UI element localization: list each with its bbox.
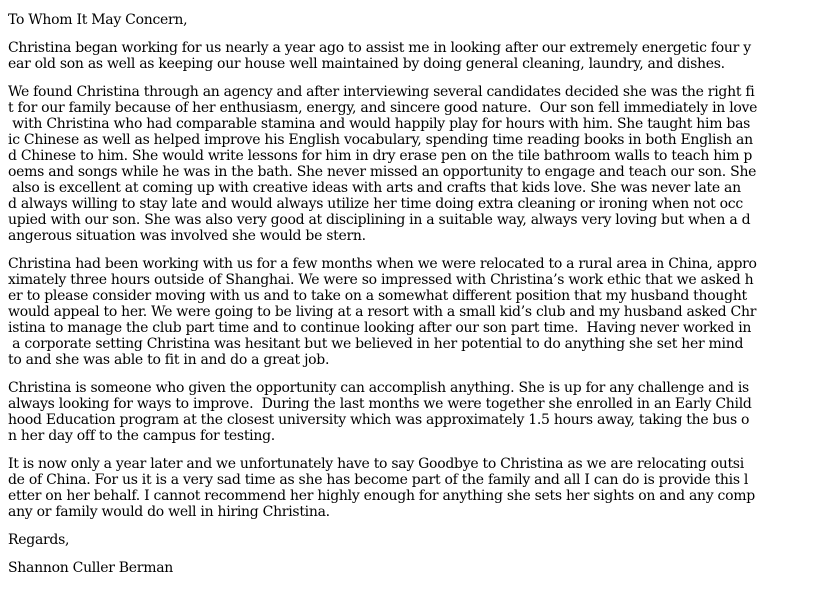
paragraph-growth	[8, 380, 834, 444]
paragraph-line: We found Christina through an agency and after interviewing several candidates decided she was the right fi	[8, 84, 755, 100]
paragraph-agency	[8, 84, 834, 244]
paragraph-line: Christina began working for us nearly a year ago to assist me in looking after our extremely energetic four y	[8, 40, 751, 56]
paragraph-line: always looking for ways to improve. During the last months we were together she enrolled in an Early Child	[8, 396, 752, 412]
paragraph-line: to and she was able to fit in and do a great job.	[8, 352, 330, 368]
paragraph-line: any or family would do well in hiring Christina.	[8, 504, 330, 520]
closing: Regards,	[8, 532, 70, 548]
paragraph-line: ic Chinese as well as helped improve his English vocabulary, spending time reading books in both English an	[8, 132, 753, 148]
paragraph-line: de of China. For us it is a very sad time as she has become part of the family and all I can do is provide this l	[8, 472, 749, 488]
paragraph-line: er to please consider moving with us and to take on a somewhat different position that my husband thought	[8, 288, 747, 304]
paragraph-hiring	[8, 40, 834, 72]
paragraph-line: d always willing to stay late and would always utilize her time doing extra cleaning or ironing when not occ	[8, 196, 743, 212]
paragraph-line: istina to manage the club part time and to continue looking after our son part time. Having never worked in	[8, 320, 752, 336]
paragraph-line: ear old son as well as keeping our house well maintained by doing general cleaning, laundry, and dishes.	[8, 56, 725, 72]
paragraph-line: with Christina who had comparable stamina and would happily play for hours with him. She taught him bas	[8, 116, 751, 132]
paragraph-line: would appeal to her. We were going to be living at a resort with a small kid’s club and my husband asked Chr	[8, 304, 757, 320]
paragraph-line: It is now only a year later and we unfortunately have to say Goodbye to Christina as we are relocating outsi	[8, 456, 744, 472]
paragraph-line: Christina had been working with us for a few months when we were relocated to a rural area in China, appro	[8, 256, 757, 272]
paragraph-farewell	[8, 456, 834, 520]
paragraph-line: t for our family because of her enthusiasm, energy, and sincere good nature. Our son fell immediately in love	[8, 100, 758, 116]
paragraph-line: angerous situation was involved she would be stern.	[8, 228, 366, 244]
letter-body	[8, 12, 834, 576]
paragraph-line: d Chinese to him. She would write lessons for him in dry erase pen on the tile bathroom walls to teach him p	[8, 148, 753, 164]
paragraph-line: a corporate setting Christina was hesitant but we believed in her potential to do anything she set her mind	[8, 336, 744, 352]
signature-name: Shannon Culler Berman	[8, 560, 174, 576]
salutation: To Whom It May Concern,	[8, 12, 188, 28]
paragraph-line: oems and songs while he was in the bath. She never missed an opportunity to engage and teach our son. She	[8, 164, 757, 180]
paragraph-relocation	[8, 256, 834, 368]
paragraph-line: etter on her behalf. I cannot recommend her highly enough for anything she sets her sights on and any comp	[8, 488, 755, 504]
paragraph-line: hood Education program at the closest university which was approximately 1.5 hours away, taking the bus o	[8, 412, 750, 428]
paragraph-line: n her day off to the campus for testing.	[8, 428, 275, 444]
paragraph-line: Christina is someone who given the opportunity can accomplish anything. She is up for any challenge and is	[8, 380, 749, 396]
paragraph-line: also is excellent at coming up with creative ideas with arts and crafts that kids love. She was never late an	[8, 180, 741, 196]
paragraph-line: ximately three hours outside of Shanghai. We were so impressed with Christina’s work ethic that we asked h	[8, 272, 754, 288]
paragraph-line: upied with our son. She was also very good at disciplining in a suitable way, always very loving but when a d	[8, 212, 751, 228]
